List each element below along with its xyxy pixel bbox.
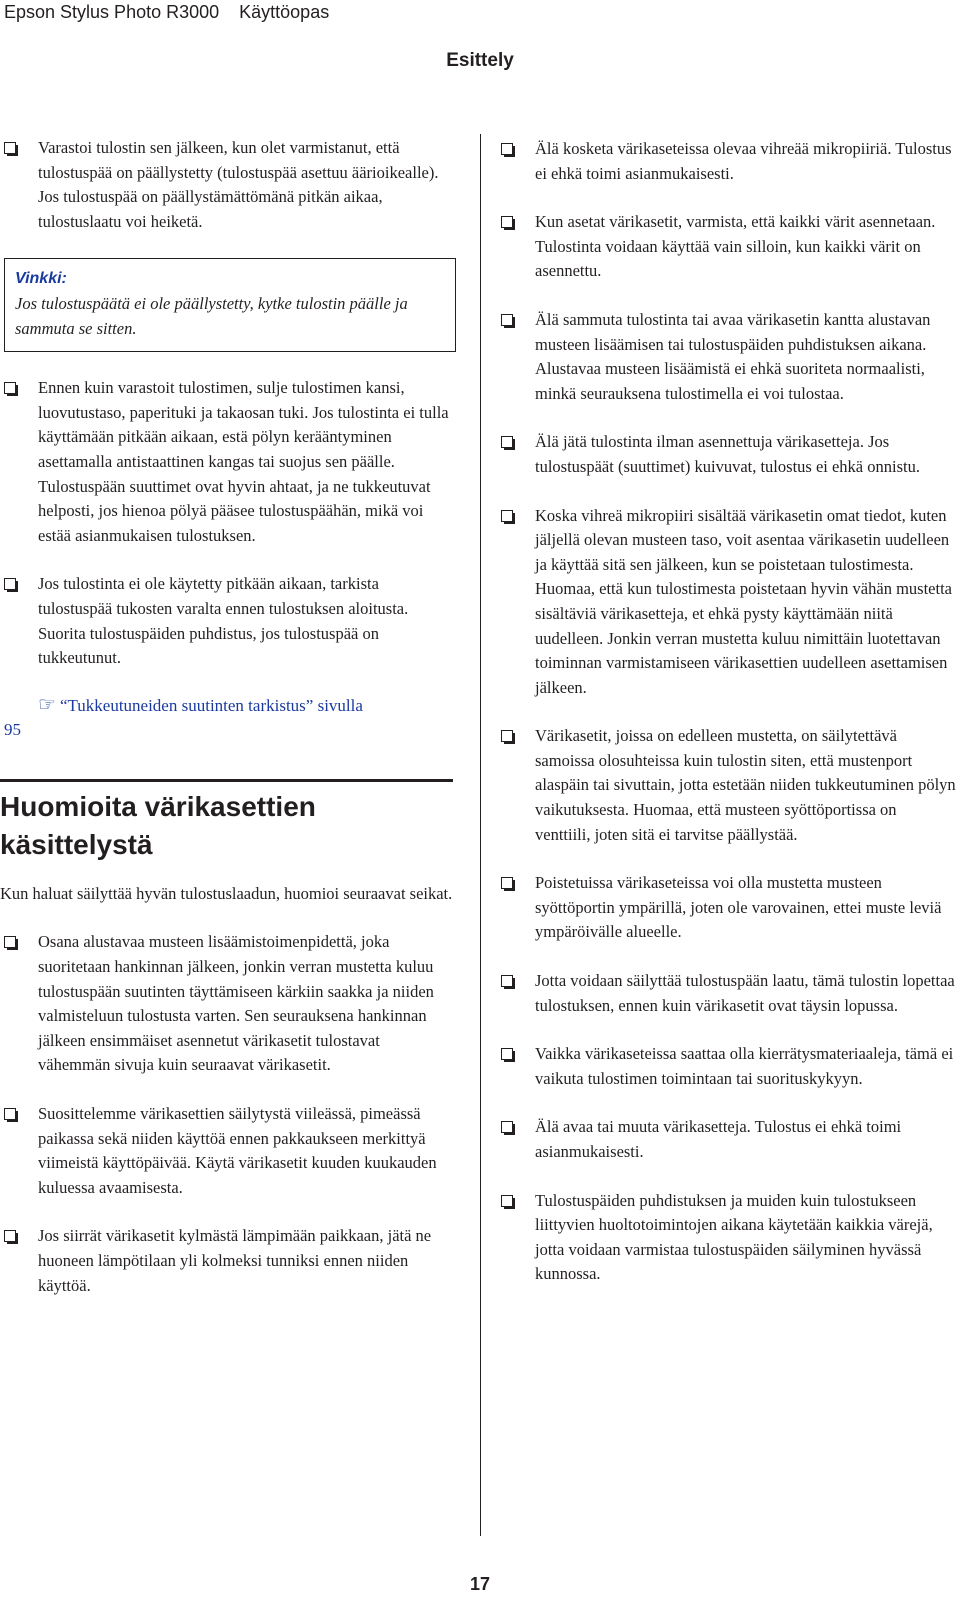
list-item (4, 572, 456, 670)
list-item (4, 1224, 456, 1298)
list-item-text: Älä jätä tulostinta ilman asennettuja värikasetteja. Jos tulostuspäät (suuttimet) kuivuvat, tulostus ei ehkä onnistu. (535, 432, 920, 476)
list-item-text: Jos siirrät värikasetit kylmästä lämpimään paikkaan, jätä ne huoneen lämpötilaan yli kolmeksi tunniksi ennen niiden käyttöä. (38, 1226, 432, 1295)
checkbox-bullet-icon (4, 1230, 16, 1242)
running-header (4, 0, 329, 24)
checkbox-bullet-icon (4, 578, 16, 590)
heading-rule (0, 779, 453, 782)
list-item (4, 376, 456, 548)
checkbox-bullet-icon (501, 143, 513, 155)
list-item (501, 210, 956, 284)
checkbox-bullet-icon (501, 1195, 513, 1207)
guide-name: Käyttöopas (239, 2, 330, 22)
page-number: 17 (469, 1574, 491, 1594)
checkbox-bullet-icon (501, 510, 513, 522)
checkbox-bullet-icon (501, 216, 513, 228)
list-item (501, 724, 956, 847)
tip-title: Vinkki: (15, 270, 67, 288)
checkbox-bullet-icon (501, 975, 513, 987)
checkbox-bullet-icon (4, 1108, 16, 1120)
list-item (501, 871, 956, 945)
tip-box (4, 258, 456, 352)
list-item (501, 1115, 956, 1164)
list-item-text: Varastoi tulostin sen jälkeen, kun olet varmistanut, että tulostuspää on päällystetty (tulostuspää asettuu äärioikealle). Jos tulostuspää on päällystämättömänä pitkän aikaa, tulostuslaatu voi heiketä. (38, 138, 439, 231)
checkbox-bullet-icon (501, 314, 513, 326)
right-column (501, 137, 956, 1287)
list-item-text: Koska vihreä mikropiiri sisältää värikasetin omat tiedot, kuten jäljellä olevan musteen taso, voit asentaa värikasetin uudelleen ja käyttää sitä sen jälkeen, kun se poistetaan tulostimesta. Huomaa, että kun tulostimesta poistetaan hyvin vähän mustetta sisältäviä värikasetteja, et ehkä pysty käyttämään niitä uudelleen. Jonkin verran mustetta kuluu nimittäin luotettavan toiminnan varmistamiseen värikasettien uudelleen asettamisen jälkeen. (535, 505, 952, 697)
column-divider (480, 134, 481, 1536)
list-item-text: Älä avaa tai muuta värikasetteja. Tulostus ei ehkä toimi asianmukaisesti. (535, 1117, 902, 1161)
checkbox-bullet-icon (501, 730, 513, 742)
list-item (501, 504, 956, 701)
product-name: Epson Stylus Photo R3000 (4, 2, 220, 22)
intro-paragraph: Kun haluat säilyttää hyvän tulostuslaadun, huomioi seuraavat seikat. (0, 883, 453, 903)
list-item-text: Osana alustavaa musteen lisäämistoimenpidettä, joka suoritetaan hankinnan jälkeen, jonkin verran mustetta kuluu tulostuspään suutinten täyttämiseen kärkiin saakka ja niiden valmisteluun tulostusta varten. Sen seurauksena hankinnan jälkeen ensimmäiset asennetut värikasetit tulostavat vähemmän sivuja kuin seuraavat värikasetit. (38, 932, 434, 1075)
list-item (501, 308, 956, 406)
list-item-text: Kun asetat värikasetit, varmista, että kaikki värit asennetaan. Tulostinta voidaan käyttää vain silloin, kun kaikki värit on asennettu. (535, 212, 936, 281)
section-heading: Huomioita värikasettien käsittelystä (0, 790, 316, 860)
list-item-text: Jotta voidaan säilyttää tulostuspään laatu, tämä tulostin lopettaa tulostuksen, ennen kuin värikasetit ovat täysin lopussa. (535, 971, 955, 1015)
checkbox-bullet-icon (4, 142, 16, 154)
list-item (501, 430, 956, 479)
list-item (501, 1189, 956, 1287)
checkbox-bullet-icon (4, 382, 16, 394)
list-item (501, 1042, 956, 1091)
pointing-hand-icon: ☞ (38, 693, 56, 716)
list-item-text: Tulostuspäiden puhdistuksen ja muiden kuin tulostukseen liittyvien huoltotoimintojen aikana käytetään kaikkia värejä, jotta voidaan varmistaa tulostuspäiden säilyminen hyvässä kunnossa. (535, 1190, 933, 1284)
list-item-text: Älä kosketa värikaseteissa olevaa vihreää mikropiiriä. Tulostus ei ehkä toimi asianmukaisesti. (535, 139, 952, 183)
cross-reference-page[interactable]: 95 (4, 720, 21, 740)
list-item-text: Älä sammuta tulostinta tai avaa värikasetin kantta alustavan musteen lisäämisen tai tulostuspäiden puhdistuksen aikana. Alustavaa musteen lisäämistä ei ehkä suoriteta normaalisti, minkä seurauksena tulostimella ei voi tulostaa. (535, 309, 931, 403)
checkbox-bullet-icon (501, 436, 513, 448)
checkbox-bullet-icon (501, 1048, 513, 1060)
list-item-text: Jos tulostinta ei ole käytetty pitkään aikaan, tarkista tulostuspää tukosten varalta ennen tulostuksen aloitusta. Suorita tulostuspäiden puhdistus, jos tulostuspää on tukkeutunut. (38, 574, 409, 668)
section-title: Esittely (446, 50, 514, 71)
list-item-text: Vaikka värikaseteissa saattaa olla kierrätysmateriaaleja, tämä ei vaikuta tulostimen toimintaan tai suorituskykyyn. (535, 1044, 954, 1088)
cross-reference-text[interactable]: “Tukkeutuneiden suutinten tarkistus” sivulla (59, 695, 363, 715)
left-column (0, 136, 456, 1298)
list-item (4, 930, 456, 1078)
list-item-text: Suosittelemme värikasettien säilytystä viileässä, pimeässä paikassa sekä niiden käyttöä ennen pakkaukseen merkittyä viimeistä käyttöpäivää. Käytä värikasetit kuuden kuukauden kuluessa avaamisesta. (38, 1104, 437, 1197)
cross-reference-link[interactable] (4, 693, 456, 743)
list-item-text: Poistetuissa värikaseteissa voi olla mustetta musteen syöttöportin ympärillä, joten ole varovainen, ettei muste leviä ympäröivälle alueelle. (535, 873, 942, 942)
list-item-text: Värikasetit, joissa on edelleen mustetta, on säilytettävä samoissa olosuhteissa kuin tulostin siten, että mustenport alaspäin tai sivuttain, jotta estetään niiden tukkeutuminen pölyn vaikutuksesta. Huomaa, että musteen syöttöportissa on venttiili, joten sitä ei tarvitse päällystää. (535, 726, 956, 844)
checkbox-bullet-icon (4, 936, 16, 948)
checkbox-bullet-icon (501, 1121, 513, 1133)
tip-text: Jos tulostuspäätä ei ole päällystetty, kytke tulostin päälle ja sammuta se sitten. (15, 293, 408, 338)
list-item (501, 137, 956, 186)
list-item (4, 1102, 456, 1200)
list-item (4, 136, 456, 234)
checkbox-bullet-icon (501, 877, 513, 889)
list-item (501, 969, 956, 1018)
list-item-text: Ennen kuin varastoit tulostimen, sulje tulostimen kansi, luovutustaso, paperituki ja takaosan tuki. Jos tulostinta ei tulla käyttämään pitkään aikaan, estä pölyn kerääntyminen asettamalla antistaattinen kangas tai suojus sen päälle. Tulostuspään suuttimet ovat hyvin ahtaat, ja ne tukkeutuvat helposti, jos hienoa pölyä pääsee tulostuspäähän, mikä voi estää asianmukaisen tulostuksen. (38, 378, 449, 545)
